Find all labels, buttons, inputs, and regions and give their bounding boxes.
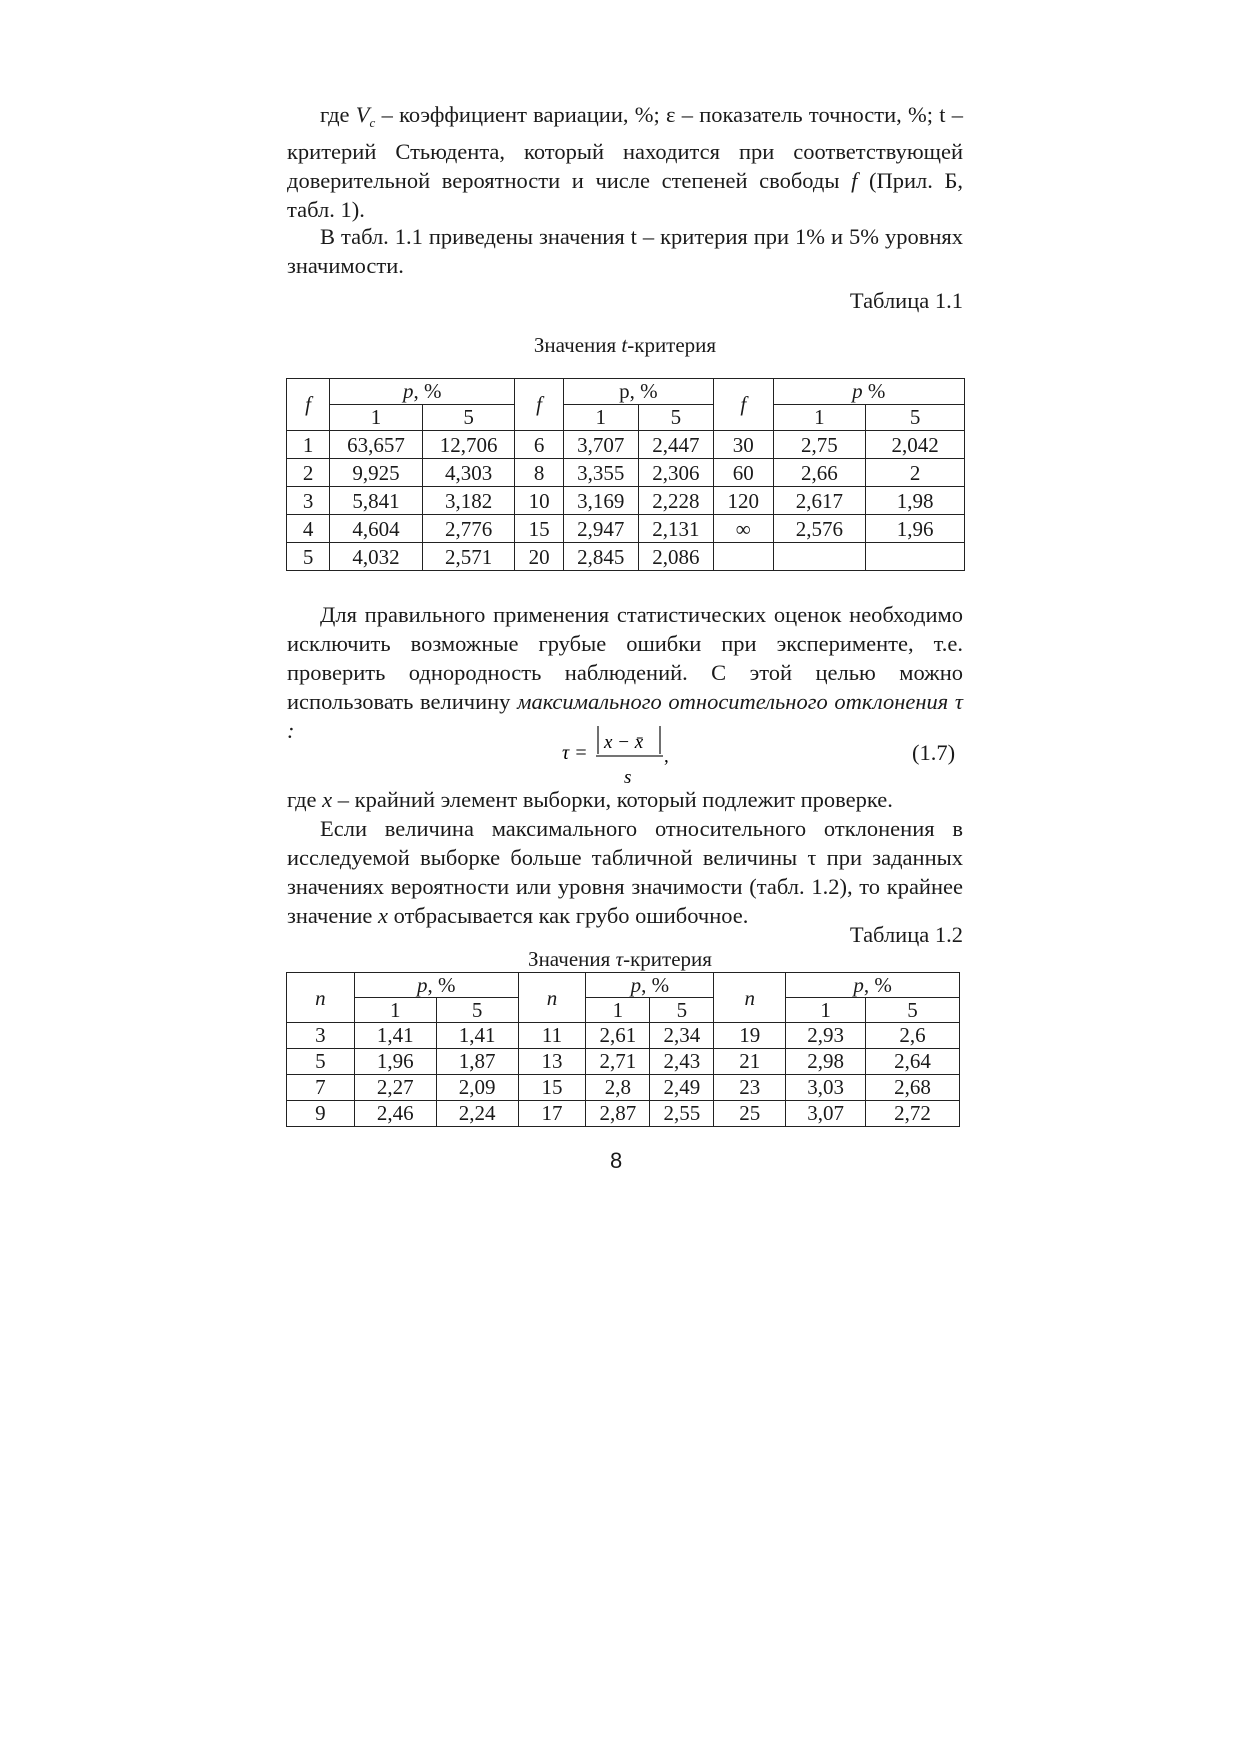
header-5: 5 xyxy=(436,998,518,1023)
table-cell: 5 xyxy=(287,543,330,571)
table-cell: 3,169 xyxy=(563,487,638,515)
table1-title: Значения t-критерия xyxy=(533,333,717,357)
header-1: 1 xyxy=(773,405,866,431)
formula-numerator: x − x̄ xyxy=(604,732,644,753)
header-n: n xyxy=(518,973,586,1023)
tau-criterion-table xyxy=(286,972,960,1127)
table-cell: 15 xyxy=(515,515,563,543)
table-cell: 3,03 xyxy=(786,1075,866,1101)
table-cell: 19 xyxy=(714,1023,786,1049)
table-cell: 2,61 xyxy=(586,1023,650,1049)
paragraph-rejection: Если величина максимального относительного отклонения в исследуемой выборке больше табличной величины τ при заданных значениях вероятности или уровня значимости (табл. 1.2), то крайнее значение x отбрасывается как грубо ошибочное. xyxy=(287,816,963,928)
header-f: f xyxy=(713,379,773,431)
t-criterion-table xyxy=(286,378,965,571)
table-cell: 3 xyxy=(287,1023,355,1049)
table-cell: 7 xyxy=(287,1075,355,1101)
paragraph-outliers: Для правильного применения статистических оценок необходимо исключить возможные грубые ошибки при эксперименте, т.е. проверить однородность наблюдений. С этой целью можно использовать величину максимального относительного отклонения τ : xyxy=(287,602,963,743)
table-cell: 2,55 xyxy=(650,1101,714,1127)
table-cell: 1,41 xyxy=(354,1023,436,1049)
table-cell: 2,87 xyxy=(586,1101,650,1127)
header-p-percent: p % xyxy=(773,379,964,405)
table-cell: 2,98 xyxy=(786,1049,866,1075)
table-cell: 2,845 xyxy=(563,543,638,571)
table-row xyxy=(287,1101,960,1127)
table-cell: 2,776 xyxy=(422,515,515,543)
header-1: 1 xyxy=(354,998,436,1023)
table-cell: 120 xyxy=(713,487,773,515)
table-cell: 2,27 xyxy=(354,1075,436,1101)
table-cell: 2,09 xyxy=(436,1075,518,1101)
table-cell: 1,96 xyxy=(354,1049,436,1075)
table-cell: 1,41 xyxy=(436,1023,518,1049)
table-cell: 2,46 xyxy=(354,1101,436,1127)
table-cell: 3,07 xyxy=(786,1101,866,1127)
header-p-percent: p, % xyxy=(586,973,714,998)
header-5: 5 xyxy=(638,405,713,431)
table-cell: 3,707 xyxy=(563,431,638,459)
formula-comma: , xyxy=(664,746,669,767)
header-5: 5 xyxy=(422,405,515,431)
table-cell: 13 xyxy=(518,1049,586,1075)
header-5: 5 xyxy=(866,405,965,431)
table-cell: 2,64 xyxy=(866,1049,960,1075)
header-5: 5 xyxy=(866,998,960,1023)
formula-denominator: s xyxy=(624,767,632,788)
table2-title: Значения τ-критерия xyxy=(528,947,712,971)
table-cell: 2,306 xyxy=(638,459,713,487)
table-row xyxy=(287,1023,960,1049)
table-cell: 6 xyxy=(515,431,563,459)
table-cell: 5,841 xyxy=(330,487,423,515)
paragraph-variation: где $V_c$ – коэффициент вариации, %; ε – показатель точности, %; t – критерий Стьюдента, который находится при соответствующей доверительной вероятности и числе степеней свободы f (Прил. Б, табл. 1). xyxy=(287,102,964,222)
table-cell: 2,49 xyxy=(650,1075,714,1101)
table-cell: 21 xyxy=(714,1049,786,1075)
table-cell: 9,925 xyxy=(330,459,423,487)
table-cell xyxy=(713,543,773,571)
table-cell: 15 xyxy=(518,1075,586,1101)
table-cell: 2,228 xyxy=(638,487,713,515)
header-1: 1 xyxy=(330,405,423,431)
formula-number: (1.7) xyxy=(912,740,956,765)
header-f: f xyxy=(287,379,330,431)
table-cell: 1 xyxy=(287,431,330,459)
table-cell: 4,303 xyxy=(422,459,515,487)
table-row xyxy=(287,543,965,571)
table-cell: 2,042 xyxy=(866,431,965,459)
table-cell: 2,8 xyxy=(586,1075,650,1101)
table-cell: 2,576 xyxy=(773,515,866,543)
table-cell: 2,571 xyxy=(422,543,515,571)
table-cell: 11 xyxy=(518,1023,586,1049)
table-cell: 2 xyxy=(287,459,330,487)
table-cell: 2,131 xyxy=(638,515,713,543)
table-cell: 23 xyxy=(714,1075,786,1101)
table-cell: 63,657 xyxy=(330,431,423,459)
header-p-percent: p, % xyxy=(330,379,515,405)
table-cell: 17 xyxy=(518,1101,586,1127)
table-cell: 1,96 xyxy=(866,515,965,543)
table-cell: 2,71 xyxy=(586,1049,650,1075)
table-row xyxy=(287,487,965,515)
header-f: f xyxy=(515,379,563,431)
table-cell xyxy=(773,543,866,571)
table-row xyxy=(287,1049,960,1075)
table-cell: 2,34 xyxy=(650,1023,714,1049)
table-cell: 2,447 xyxy=(638,431,713,459)
header-n: n xyxy=(714,973,786,1023)
table-cell: 2,086 xyxy=(638,543,713,571)
table-cell: 2,947 xyxy=(563,515,638,543)
table-row xyxy=(287,515,965,543)
paragraph-x-definition: где x – крайний элемент выборки, который подлежит проверке. xyxy=(287,787,893,812)
table-cell: 2,24 xyxy=(436,1101,518,1127)
table-cell: 8 xyxy=(515,459,563,487)
header-p-percent: p, % xyxy=(786,973,960,998)
table1-label: Таблица 1.1 xyxy=(849,288,963,313)
table-cell: 25 xyxy=(714,1101,786,1127)
table-row xyxy=(287,459,965,487)
table2-label: Таблица 1.2 xyxy=(849,922,963,947)
formula-tau xyxy=(560,718,700,790)
table-cell: 9 xyxy=(287,1101,355,1127)
table-cell: 3,355 xyxy=(563,459,638,487)
formula-lhs: τ = xyxy=(562,742,588,764)
table-cell: 3 xyxy=(287,487,330,515)
table-cell: 10 xyxy=(515,487,563,515)
table-cell: 2,6 xyxy=(866,1023,960,1049)
table-cell: 4 xyxy=(287,515,330,543)
header-n: n xyxy=(287,973,355,1023)
table-cell: 2,43 xyxy=(650,1049,714,1075)
table-cell: 4,604 xyxy=(330,515,423,543)
header-1: 1 xyxy=(586,998,650,1023)
table-cell: 3,182 xyxy=(422,487,515,515)
table-cell: 1,87 xyxy=(436,1049,518,1075)
table-row xyxy=(287,431,965,459)
page-number: 8 xyxy=(610,1148,623,1173)
table-cell: 4,032 xyxy=(330,543,423,571)
header-p-percent: р, % xyxy=(563,379,713,405)
header-p-percent: p, % xyxy=(354,973,518,998)
header-1: 1 xyxy=(786,998,866,1023)
table-cell: 2,75 xyxy=(773,431,866,459)
table-cell: 2,72 xyxy=(866,1101,960,1127)
table-cell: 2,68 xyxy=(866,1075,960,1101)
table-cell: 2,93 xyxy=(786,1023,866,1049)
table-cell: 30 xyxy=(713,431,773,459)
table-cell: 2 xyxy=(866,459,965,487)
table-cell: 5 xyxy=(287,1049,355,1075)
table-cell: 20 xyxy=(515,543,563,571)
table-row xyxy=(287,1075,960,1101)
table-cell: 2,617 xyxy=(773,487,866,515)
table-cell: ∞ xyxy=(713,515,773,543)
table-cell: 1,98 xyxy=(866,487,965,515)
header-1: 1 xyxy=(563,405,638,431)
table-cell xyxy=(866,543,965,571)
paragraph-table-intro: В табл. 1.1 приведены значения t – критерия при 1% и 5% уровнях значимости. xyxy=(287,224,963,278)
table-cell: 12,706 xyxy=(422,431,515,459)
table-cell: 60 xyxy=(713,459,773,487)
header-5: 5 xyxy=(650,998,714,1023)
table-cell: 2,66 xyxy=(773,459,866,487)
